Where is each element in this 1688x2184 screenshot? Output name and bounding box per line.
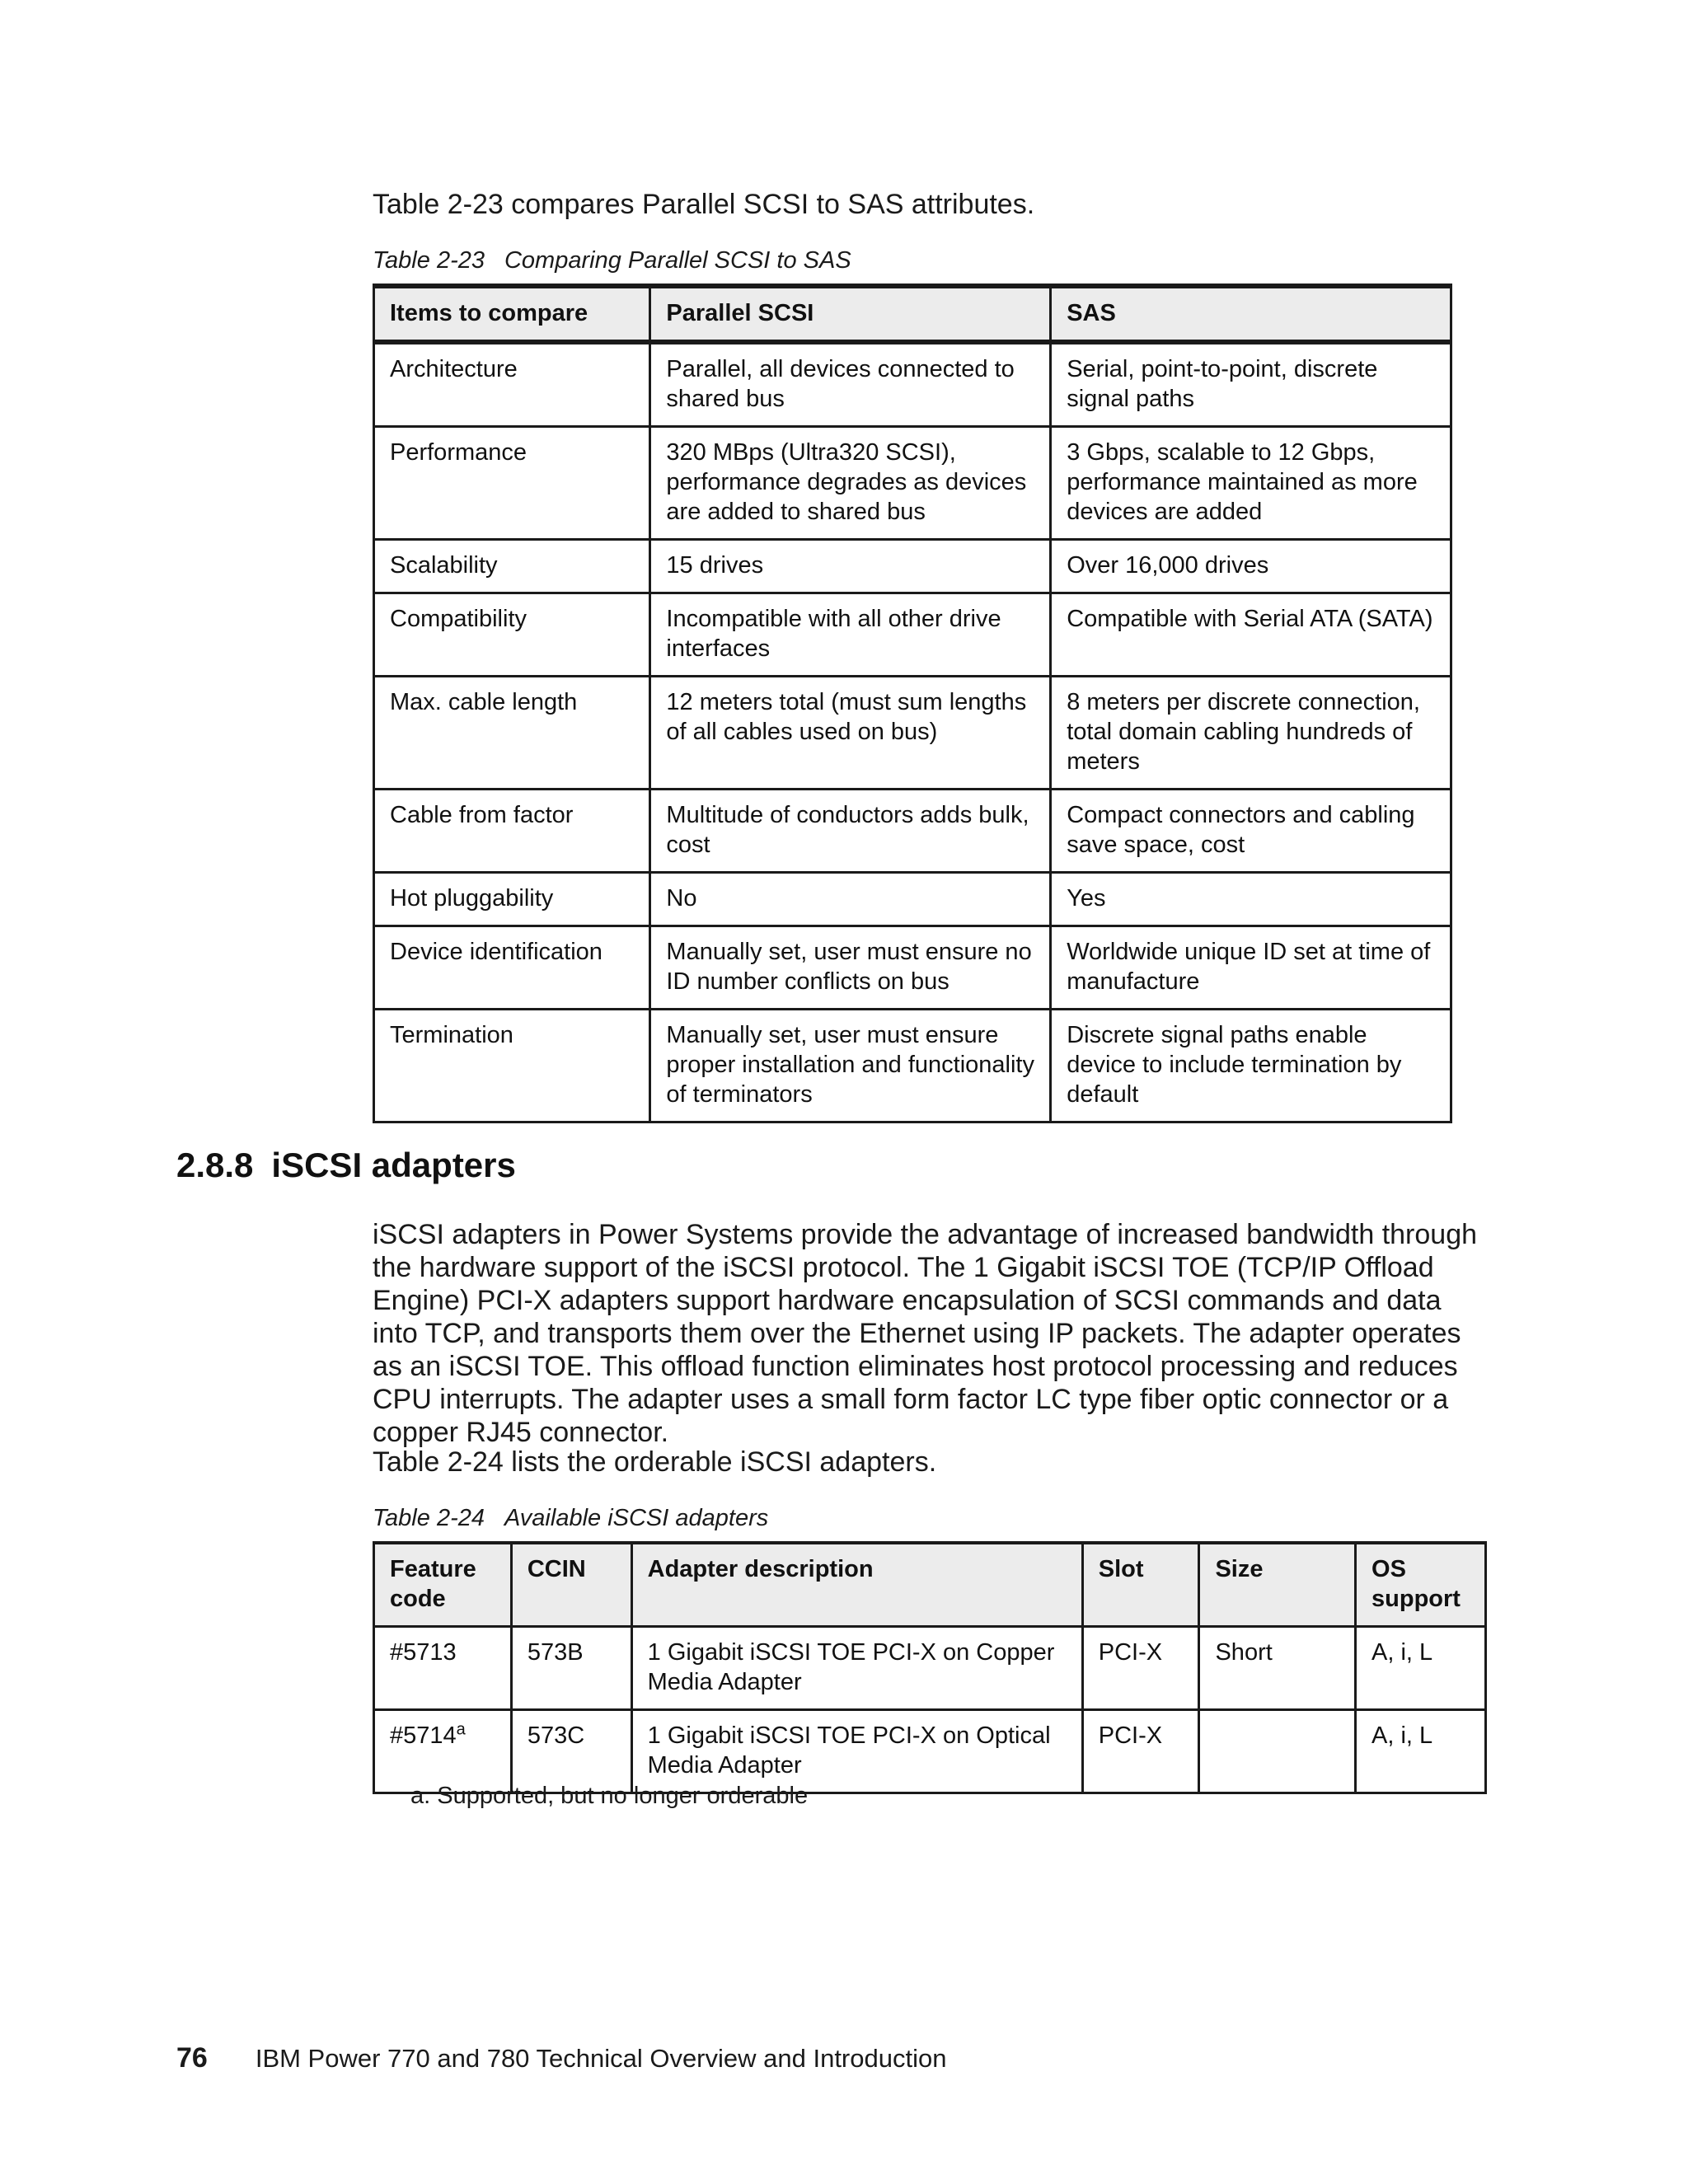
section-title: iSCSI adapters	[271, 1146, 516, 1184]
table-cell: Incompatible with all other drive interfaces	[650, 593, 1051, 677]
caption-number: Table 2-24	[373, 1505, 485, 1531]
table-footnote: a. Supported, but no longer orderable	[410, 1783, 809, 1809]
table-row	[374, 677, 1451, 790]
table-cell: Manually set, user must ensure no ID number conflicts on bus	[650, 926, 1051, 1010]
table-cell: Scalability	[374, 540, 650, 593]
header-cell: CCIN	[511, 1543, 631, 1627]
table-cell: Compact connectors and cabling save space, cost	[1051, 790, 1451, 873]
table-row	[374, 540, 1451, 593]
table-cell: 573C	[511, 1710, 631, 1793]
intro-text: Table 2-23 compares Parallel SCSI to SAS attributes.	[373, 189, 1035, 220]
table-cell: Compatibility	[374, 593, 650, 677]
table-cell: Max. cable length	[374, 677, 650, 790]
body-paragraph: iSCSI adapters in Power Systems provide the advantage of increased bandwidth through the hardware support of the iSCSI protocol. The 1 Gigabit iSCSI TOE (TCP/IP Offload Engine) PCI-X adapters support hardware encapsulation of SCSI commands and data into TCP, and transports them over the Ethernet using IP packets. The adapter operates as an iSCSI TOE. This offload function eliminates host protocol processing and reduces CPU interrupts. The adapter uses a small form factor LC type fiber optic connector or a copper RJ45 connector.	[373, 1219, 1478, 1448]
footnote-marker: a	[456, 1720, 466, 1739]
table-cell: Multitude of conductors adds bulk, cost	[650, 790, 1051, 873]
header-cell: Feature code	[374, 1543, 512, 1627]
table-cell: 15 drives	[650, 540, 1051, 593]
table-row	[374, 342, 1451, 427]
section-heading	[176, 1146, 516, 1185]
feature-code: #5714	[390, 1722, 457, 1749]
table-cell: 12 meters total (must sum lengths of all cables used on bus)	[650, 677, 1051, 790]
table-cell: PCI-X	[1082, 1710, 1199, 1793]
table-cell: Device identification	[374, 926, 650, 1010]
table-cell	[374, 1710, 512, 1793]
page-footer	[176, 2042, 946, 2074]
table-cell: Hot pluggability	[374, 873, 650, 926]
table-cell: 1 Gigabit iSCSI TOE PCI-X on Optical Media Adapter	[631, 1710, 1082, 1793]
table-row	[374, 1710, 1486, 1793]
table-cell: Performance	[374, 427, 650, 540]
table-cell: Worldwide unique ID set at time of manufacture	[1051, 926, 1451, 1010]
table-row	[374, 926, 1451, 1010]
table-cell: No	[650, 873, 1051, 926]
table-cell: PCI-X	[1082, 1627, 1199, 1710]
page-number: 76	[176, 2042, 208, 2074]
table-cell: Compatible with Serial ATA (SATA)	[1051, 593, 1451, 677]
table-cell: Over 16,000 drives	[1051, 540, 1451, 593]
caption-title: Comparing Parallel SCSI to SAS	[504, 247, 851, 274]
table-caption	[373, 1505, 768, 1532]
table-cell: A, i, L	[1356, 1710, 1486, 1793]
table-cell: A, i, L	[1356, 1627, 1486, 1710]
table-row	[374, 1627, 1486, 1710]
table-cell: Parallel, all devices connected to shared bus	[650, 342, 1051, 427]
table-cell: 320 MBps (Ultra320 SCSI), performance degrades as devices are added to shared bus	[650, 427, 1051, 540]
table-row	[374, 593, 1451, 677]
table-cell: 3 Gbps, scalable to 12 Gbps, performance maintained as more devices are added	[1051, 427, 1451, 540]
table-cell: Termination	[374, 1010, 650, 1122]
table-row	[374, 790, 1451, 873]
table-header-row	[374, 286, 1451, 342]
header-cell: OS support	[1356, 1543, 1486, 1627]
table-header-row	[374, 1543, 1486, 1627]
adapters-table	[373, 1541, 1487, 1794]
section-number: 2.8.8	[176, 1146, 254, 1184]
table-cell: Yes	[1051, 873, 1451, 926]
book-title: IBM Power 770 and 780 Technical Overview and Introduction	[255, 2044, 947, 2073]
table-cell: Short	[1199, 1627, 1356, 1710]
header-cell: Parallel SCSI	[650, 286, 1051, 342]
table-caption	[373, 247, 851, 274]
table-cell: Discrete signal paths enable device to include termination by default	[1051, 1010, 1451, 1122]
table-cell: 1 Gigabit iSCSI TOE PCI-X on Copper Media Adapter	[631, 1627, 1082, 1710]
table-cell: Serial, point-to-point, discrete signal paths	[1051, 342, 1451, 427]
table-cell: Architecture	[374, 342, 650, 427]
table-cell: Manually set, user must ensure proper installation and functionality of terminators	[650, 1010, 1051, 1122]
header-cell: Adapter description	[631, 1543, 1082, 1627]
header-cell: SAS	[1051, 286, 1451, 342]
feature-code: #5713	[390, 1639, 457, 1666]
header-cell: Size	[1199, 1543, 1356, 1627]
table-cell: 8 meters per discrete connection, total domain cabling hundreds of meters	[1051, 677, 1451, 790]
table-cell: 573B	[511, 1627, 631, 1710]
table-cell	[374, 1627, 512, 1710]
table-row	[374, 873, 1451, 926]
comparison-table	[373, 284, 1452, 1123]
table-cell: Cable from factor	[374, 790, 650, 873]
caption-number: Table 2-23	[373, 247, 485, 274]
table-row	[374, 1010, 1451, 1122]
table-cell	[1199, 1710, 1356, 1793]
caption-title: Available iSCSI adapters	[504, 1505, 769, 1531]
header-cell: Slot	[1082, 1543, 1199, 1627]
table-lead-text: Table 2-24 lists the orderable iSCSI adapters.	[373, 1446, 937, 1478]
header-cell: Items to compare	[374, 286, 650, 342]
table-row	[374, 427, 1451, 540]
